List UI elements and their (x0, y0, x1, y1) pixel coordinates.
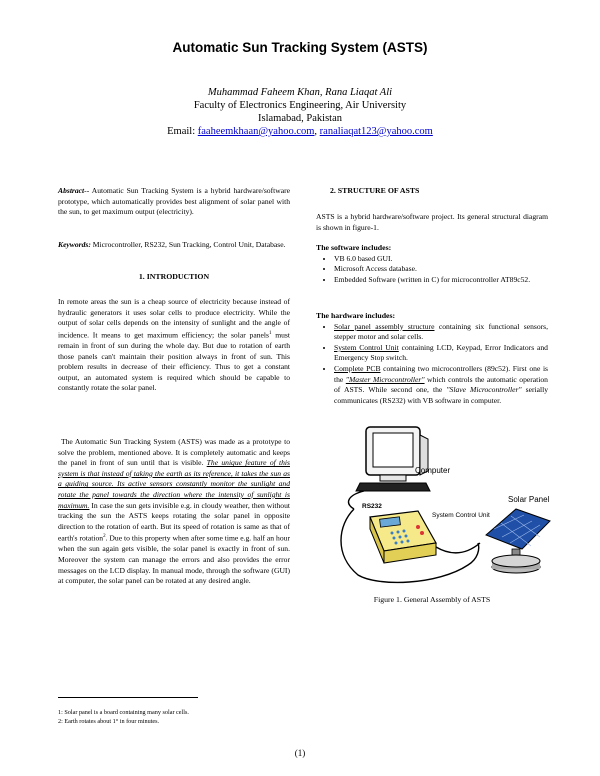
abstract-label: Abstract (58, 186, 85, 195)
hardware-item-pcb-text-a: containing two microcontrollers (89c52). First one is the (334, 363, 549, 384)
rs232-label: RS232 (362, 503, 382, 510)
footnote-ref-2: 2 (103, 534, 106, 540)
location: Islamabad, Pakistan (258, 113, 342, 124)
solar-panel-illustration (486, 509, 550, 573)
hardware-item-control-text: containing LCD, Keypad, Error Indicators and Emergency Stop switch. (334, 342, 548, 363)
software-heading: The software includes: (316, 243, 392, 252)
hardware-item-pcb-text-c: serially communicates (RS232) with VB software in computer. (334, 385, 548, 405)
hardware-item-pcb-text-b: which controls the automatic operation of ASTS. While second one, the (334, 374, 548, 395)
hardware-list (316, 322, 548, 407)
intro-p1-text-b: must remain in front of sun during the whole day. But due to rotation of earth those panels can't maintain their position always in front of sun. This problem results in decrease of their efficiency. Thus to get a constant output, an automated system is required which should be capable to constantly rotate the solar panel. (58, 330, 291, 393)
software-block (316, 243, 548, 285)
hardware-block (316, 311, 548, 406)
abstract (58, 186, 290, 218)
intro-p2-text-b: In case the sun gets invisible e.g. in cloudy weather, then without tracking the sun the ASTS keeps rotating the solar panel in opposite direction to the rotation of earth. But its speed of rotation is same as that of earth's rotation (58, 500, 290, 543)
intro-p1-text-a: In remote areas the sun is a cheap source of electricity because instead of hydraulic generators it uses solar cells to produce electricity. While the output of solar cells depends on the intensity of sunlight and the angle of incidence. It means to get maximum efficiency; the solar panels (58, 297, 290, 340)
email-separator: , (314, 126, 318, 137)
hardware-item-panel-text: containing six functional sensors, stepper motor and solar cells. (334, 321, 549, 342)
section-heading-introduction: 1. INTRODUCTION (138, 272, 210, 281)
abstract-text: -- Automatic Sun Tracking System is a hybrid hardware/software prototype, which automatically provides best alignment of solar panel with the sun, to get maximum output (electricity). (58, 186, 290, 217)
keywords-text: Microcontroller, RS232, Sun Tracking, Control Unit, Database. (90, 240, 286, 249)
control-unit-label-text: System Control Unit (432, 512, 490, 519)
email-label: Email: (167, 126, 196, 137)
structure-intro: ASTS is a hybrid hardware/software project. Its general structural diagram is shown in figure-1. (316, 212, 548, 232)
figure-general-assembly (318, 425, 552, 590)
footnote-ref-1: 1 (268, 330, 272, 336)
authors: Muhammad Faheem Khan, Rana Liaqat Ali (207, 87, 393, 98)
control-to-panel-cable (436, 543, 480, 553)
footnote-divider (58, 697, 198, 698)
email-link-1[interactable]: faaheemkhaan@yahoo.com (197, 126, 315, 137)
page-number: (1) (294, 748, 306, 758)
hardware-item-panel-title: Solar panel assembly structure (334, 321, 435, 331)
intro-p2-emphasis: The unique feature of this system is that instead of taking the earth as its reference, it takes the sun as a guiding source. Its active sensors constantly monitor the sunlight and rotate the panel towards the direction where the intensity of sunlight is maximum. (58, 458, 290, 510)
hardware-item-pcb (334, 364, 548, 406)
hardware-item-control-title: System Control Unit (334, 342, 399, 352)
slave-microcontroller-term: "Slave Microcontroller" (446, 385, 522, 395)
hardware-item-pcb-title: Complete PCB (334, 363, 381, 373)
hardware-item-panel (334, 322, 548, 343)
intro-p2-text-c: . Due to this property when after some time e.g. half an hour when the sun again gets visible, the solar panel is exactly in front of sun. Moreover the system can manage the errors and also provides the error messages on the LCD display. In manual mode, through the software (GUI) at computer, the solar panel can be rotated at any desired angle. (58, 533, 290, 586)
intro-p2-text-a: The Automatic Sun Tracking System (ASTS) was made as a prototype to solve the problem, mentioned above. It is completely automatic and keeps the panel in front of sun until that is visible. (58, 437, 290, 468)
solar-panel-label: Solar Panel (508, 495, 550, 504)
paper-title: Automatic Sun Tracking System (ASTS) (172, 40, 428, 55)
keywords-label: Keywords: (58, 240, 91, 249)
software-item: • Microsoft Access database. (334, 264, 548, 275)
hardware-heading: The hardware includes: (316, 311, 396, 320)
email-link-2[interactable]: ranaliaqat123@yahoo.com (319, 126, 433, 137)
email-line (0, 126, 600, 137)
computer-label: Computer (415, 466, 451, 475)
control-unit-illustration (370, 511, 436, 563)
master-microcontroller-term: "Master Microcontroller" (345, 374, 425, 384)
intro-paragraph-2 (58, 437, 290, 587)
footnote-2: 2: Earth rotates about 1° in four minutes. (58, 718, 160, 725)
section-heading-structure: 2. STRUCTURE OF ASTS (330, 186, 420, 195)
footnote-1: 1: Solar panel is a board containing many solar cells. (58, 709, 189, 716)
hardware-item-control-unit (334, 343, 548, 364)
control-unit-label (432, 512, 490, 519)
intro-paragraph-1 (58, 297, 290, 394)
keywords (58, 240, 290, 251)
figure-caption: Figure 1. General Assembly of ASTS (373, 595, 491, 604)
computer-illustration (356, 427, 430, 491)
software-item: • VB 6.0 based GUI. (334, 254, 548, 265)
software-list (316, 254, 548, 286)
software-item: • Embedded Software (written in C) for microcontroller AT89c52. (334, 275, 548, 286)
affiliation: Faculty of Electronics Engineering, Air University (193, 100, 407, 111)
